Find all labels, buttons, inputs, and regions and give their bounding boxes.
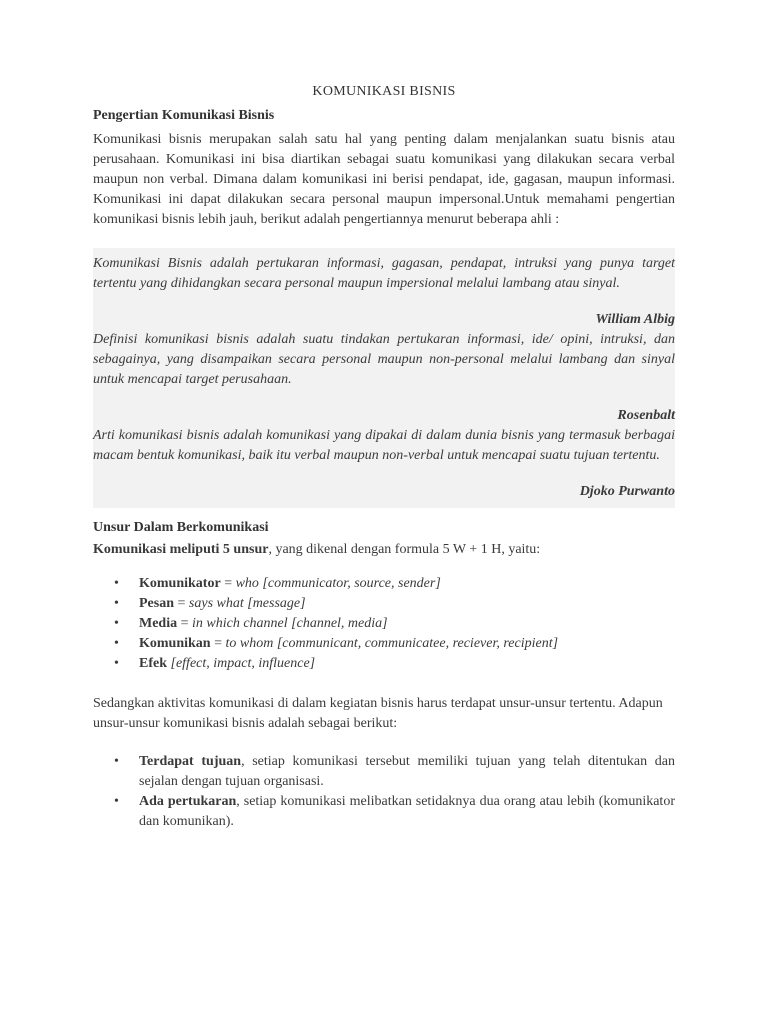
document-title: KOMUNIKASI BISNIS [312,84,456,99]
list-item-term: Komunikator [139,576,221,591]
bullet-icon: • [114,576,119,591]
list-item-sep: = [220,576,236,591]
list-item [93,614,675,634]
intro-rest: , yang dikenal dengan formula 5 W + 1 H, yaitu: [268,542,541,557]
list-item [93,752,675,792]
bullet-icon: • [114,754,119,769]
quote-author: Djoko Purwanto [579,484,675,499]
quote-text: Definisi komunikasi bisnis adalah suatu tindakan pertukaran informasi, ide/ opini, intruksi, dan sebagainya, yang disampaikan secara personal maupun non-personal melalui lambang dan sinyal untuk mencapai target perusahaan. [93,332,675,387]
list-item-desc: to whom [communicant, communicatee, reciever, recipient] [225,636,559,651]
quote-text: Arti komunikasi bisnis adalah komunikasi yang dipakai di dalam dunia bisnis yang termasuk berbagai macam bentuk komunikasi, baik itu verbal maupun non-verbal untuk mencapai suatu tujuan tertentu. [93,428,675,463]
quotes-block [93,248,675,508]
bullet-icon: • [114,656,119,671]
list-item-term: Terdapat tujuan [139,754,242,769]
bullet-icon: • [114,794,119,809]
list-item-term: Komunikan [139,636,211,651]
list-item-sep: = [210,636,226,651]
quote-author: Rosenbalt [617,408,675,423]
quote-text: Komunikasi Bisnis adalah pertukaran informasi, gagasan, pendapat, intruksi yang punya target tertentu yang dihidangkan secara personal maupun impersional melalui lambang atau sinyal. [93,256,675,291]
unsur-list [93,574,675,674]
list-item-desc: [effect, impact, influence] [170,656,316,671]
list-item-term: Efek [139,656,167,671]
bullet-icon: • [114,636,119,651]
section-heading-pengertian: Pengertian Komunikasi Bisnis [93,108,275,123]
list-item-sep: = [174,596,189,611]
list-item-rest: , setiap komunikasi tersebut memiliki tujuan yang telah ditentukan dan sejalan dengan tujuan organisasi. [139,754,675,789]
bullet-icon: • [114,596,119,611]
quote-author: William Albig [595,312,675,327]
list-item-sep: = [177,616,193,631]
list-item [93,574,675,594]
list-item-term: Pesan [139,596,174,611]
list-item-desc: in which channel [channel, media] [192,616,388,631]
section-intro-unsur [93,540,675,560]
list-item [93,594,675,614]
intro-bold: Komunikasi meliputi 5 unsur [93,542,269,557]
bullet-icon: • [114,616,119,631]
list-item-term: Ada pertukaran [139,794,237,809]
list-item-desc: who [communicator, source, sender] [235,576,441,591]
list-item [93,634,675,654]
list-item [93,792,675,832]
list-item-desc: says what [message] [188,596,306,611]
section-body-pengertian: Komunikasi bisnis merupakan salah satu hal yang penting dalam menjalankan suatu bisnis atau perusahaan. Komunikasi ini bisa diartikan sebagai suatu komunikasi yang dilakukan secara verbal maupun non verbal. Dimana dalam komunikasi ini berisi pendapat, ide, gagasan, maupun informasi. Komunikasi ini dapat dilakukan secara personal maupun impersonal.Untuk memahami pengertian komunikasi bisnis lebih jauh, berikut adalah pengertiannya menurut beberapa ahli : [93,132,675,227]
section-paragraph-aktivitas: Sedangkan aktivitas komunikasi di dalam kegiatan bisnis harus terdapat unsur-unsur tertentu. Adapun unsur-unsur komunikasi bisnis adalah sebagai berikut: [93,696,663,731]
list-item-term: Media [139,616,178,631]
list-item-rest: , setiap komunikasi melibatkan setidaknya dua orang atau lebih (komunikator dan komunikan). [139,794,675,829]
unsur-bisnis-list [93,752,675,832]
list-item [93,654,675,674]
section-heading-unsur: Unsur Dalam Berkomunikasi [93,520,269,535]
